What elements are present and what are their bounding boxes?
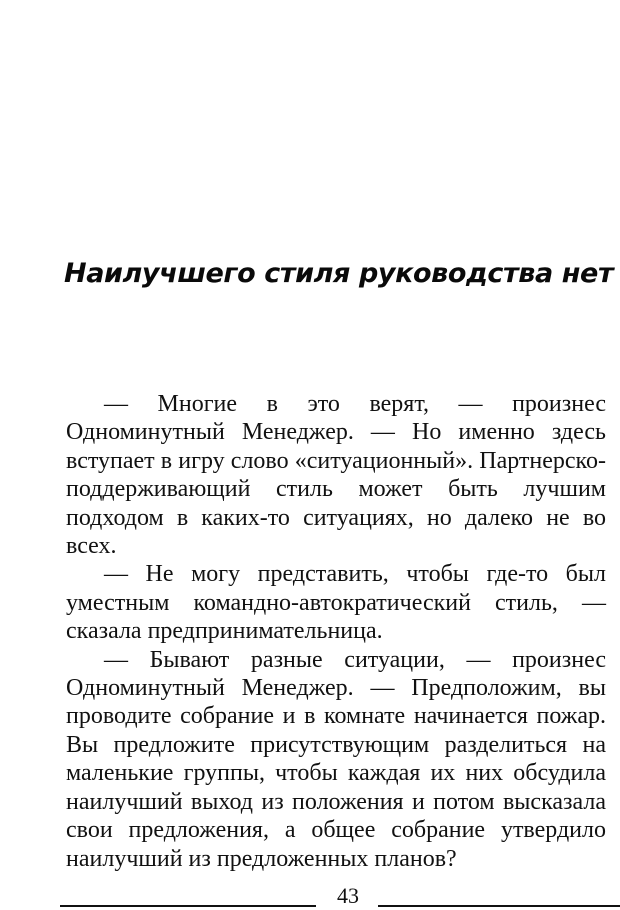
body-text — [66, 390, 606, 873]
paragraph: — Не могу представить, чтобы где-то был уместным командно-автократический стиль, — сказала предпринимательница. — [66, 561, 606, 645]
paragraph: — Многие в это верят, — произнес Одноминутный Менеджер. — Но именно здесь вступает в игру слово «ситуационный». Партнерско-поддерживающий стиль может быть лучшим подходом в каких-то ситуациях, но далеко не во всех. — [66, 391, 606, 560]
page-footer — [0, 880, 620, 910]
chapter-title: Наилучшего стиля руководства нет — [64, 258, 614, 289]
paragraph: — Бывают разные ситуации, — произнес Одноминутный Менеджер. — Предположим, вы проводите собрание и в комнате начинается пожар. Вы предложите присутствующим разделиться на маленькие группы, чтобы каждая их них обсудила наилучший выход из положения и потом высказала свои предложения, а общее собрание утвердило наилучший из предложенных планов? — [66, 646, 606, 872]
page-number: 43 — [337, 883, 359, 908]
